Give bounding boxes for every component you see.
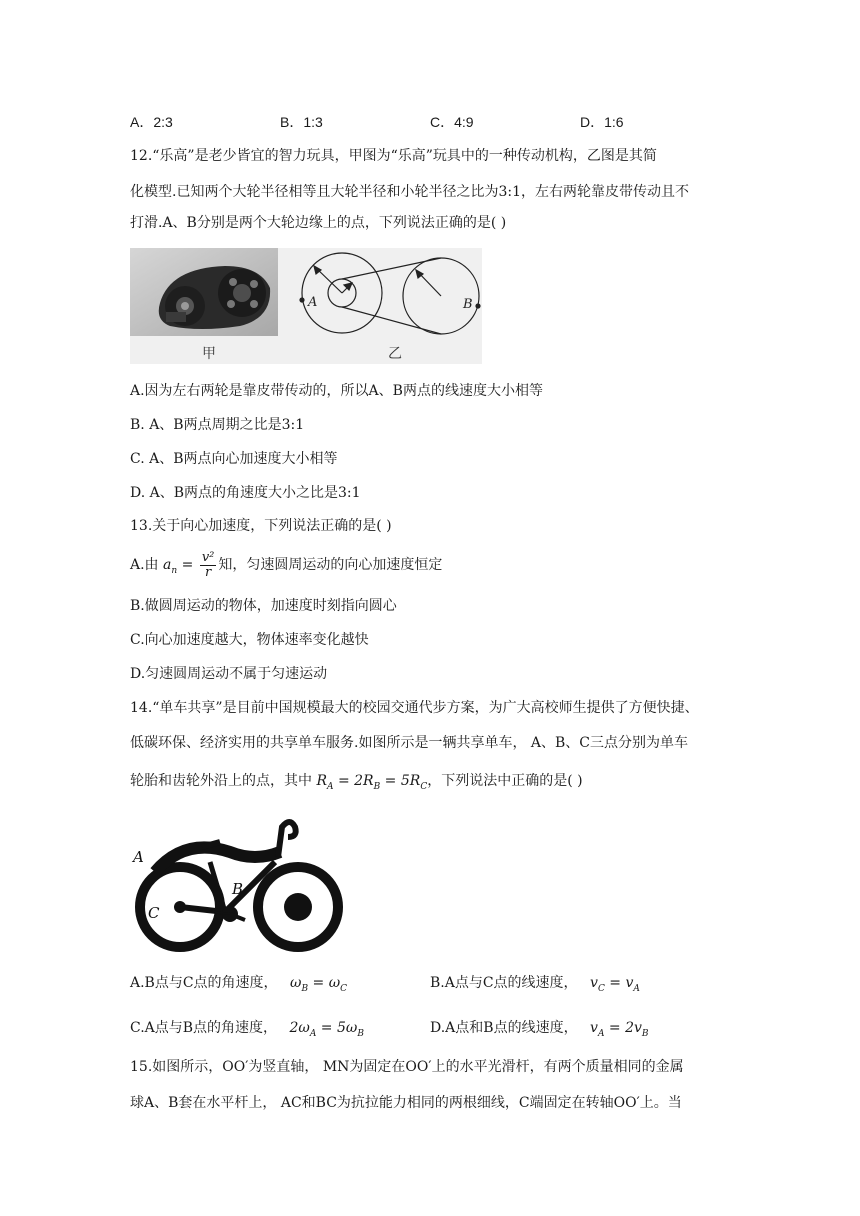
q14-stem-line3-suffix: ，下列说法中正确的是( ) xyxy=(427,773,583,789)
q13-formula-num: v² xyxy=(201,549,215,565)
q14-stem-line3 xyxy=(130,771,583,797)
q12-stem-line1: 12.“乐高”是老少皆宜的智力玩具，甲图为“乐高”玩具中的一种传动机构，乙图是其简 xyxy=(130,148,657,164)
q13-option-d: D.匀速圆周运动不属于匀速运动 xyxy=(130,666,328,682)
q14-option-b xyxy=(430,973,640,999)
q14-option-d-text: D.A点和B点的线速度， xyxy=(430,1020,578,1036)
point-a-label: A xyxy=(308,295,318,310)
q14-bike-figure xyxy=(130,812,350,952)
bike-image xyxy=(130,812,350,952)
q13-formula-a: a xyxy=(163,557,172,573)
q14-stem-line3-prefix: 轮胎和齿轮外沿上的点，其中 xyxy=(130,773,312,789)
q13-option-a-prefix: A.由 xyxy=(130,557,159,573)
q14-option-a-formula: $\omega_B = \omega_C$ xyxy=(290,975,347,994)
q13-formula-den: r xyxy=(204,564,212,580)
q14-omega: ω xyxy=(290,975,302,991)
q13-option-c: C.向心加速度越大，物体速率变化越快 xyxy=(130,632,369,648)
figure-label-right: 乙 xyxy=(388,346,402,362)
q11-options xyxy=(130,112,730,132)
q12-option-d: D. A、B两点的角速度大小之比是3:1 xyxy=(130,485,361,501)
bike-label-a: A xyxy=(133,848,144,866)
q14-option-d xyxy=(430,1018,649,1044)
q14-option-b-formula: $v_C = v_A$ xyxy=(590,975,640,994)
q12-figure-svg xyxy=(130,248,482,364)
q11-option-a: A．2:3 xyxy=(130,114,173,130)
q13-stem: 13.关于向心加速度，下列说法正确的是( ) xyxy=(130,518,392,534)
q13-option-b: B.做圆周运动的物体，加速度时刻指向圆心 xyxy=(130,598,397,614)
q12-stem-line2: 化模型.已知两个大轮半径相等且大轮半径和小轮半径之比为3:1，左右两轮靠皮带传动且不 xyxy=(130,184,689,200)
q13-option-a xyxy=(130,548,442,582)
q15-stem-line1: 15.如图所示，OO′为竖直轴， MN为固定在OO′上的水平光滑杆，有两个质量相同的金属 xyxy=(130,1059,684,1075)
q14-option-c xyxy=(130,1018,364,1044)
q14-radius-r: R xyxy=(316,773,327,789)
q14-radius-formula: $R_A = 2R_B = 5R_C$ xyxy=(316,773,428,792)
figure-label-left: 甲 xyxy=(202,346,216,362)
q12-figure xyxy=(130,248,482,364)
q12-option-c: C. A、B两点向心加速度大小相等 xyxy=(130,451,338,467)
q12-option-b: B. A、B两点周期之比是3:1 xyxy=(130,417,305,433)
point-b-label: B xyxy=(463,297,473,312)
lego-photo-image xyxy=(130,248,278,336)
q15-stem-line2: 球A、B套在水平杆上， AC和BC为抗拉能力相同的两根细线，C端固定在转轴OO′上。当 xyxy=(130,1095,682,1111)
q14-stem-line2: 低碳环保、经济实用的共享单车服务.如图所示是一辆共享单车， A、B、C三点分别为单车 xyxy=(130,735,689,751)
q13-formula-sub: n xyxy=(171,565,178,576)
q14-option-a-text: A.B点与C点的角速度， xyxy=(130,975,278,991)
q14-option-d-formula: $v_A = 2v_B$ xyxy=(590,1020,649,1039)
q12-stem-line3: 打滑.A、B分别是两个大轮边缘上的点，下列说法正确的是( ) xyxy=(130,215,507,231)
q14-stem-line1: 14.“单车共享”是目前中国规模最大的校园交通代步方案，为广大高校师生提供了方便快捷、 xyxy=(130,700,699,716)
bike-label-c: C xyxy=(148,904,160,922)
bike-label-b: B xyxy=(232,880,244,898)
q14-option-b-text: B.A点与C点的线速度， xyxy=(430,975,578,991)
q12-option-a: A.因为左右两轮是靠皮带传动的，所以A、B两点的线速度大小相等 xyxy=(130,383,543,399)
q11-option-c: C．4:9 xyxy=(430,114,474,130)
q14-option-c-text: C.A点与B点的角速度， xyxy=(130,1020,278,1036)
q14-option-c-formula: $2\omega_A = 5\omega_B$ xyxy=(289,1020,364,1039)
q13-option-a-suffix: 知，匀速圆周运动的向心加速度恒定 xyxy=(218,557,443,573)
q13-formula-fraction xyxy=(200,551,217,580)
q11-option-b: B．1:3 xyxy=(280,114,323,130)
q14-option-a xyxy=(130,973,347,999)
q11-option-d: D．1:6 xyxy=(580,114,624,130)
q13-formula-lhs: $a_n$ = xyxy=(163,557,198,576)
